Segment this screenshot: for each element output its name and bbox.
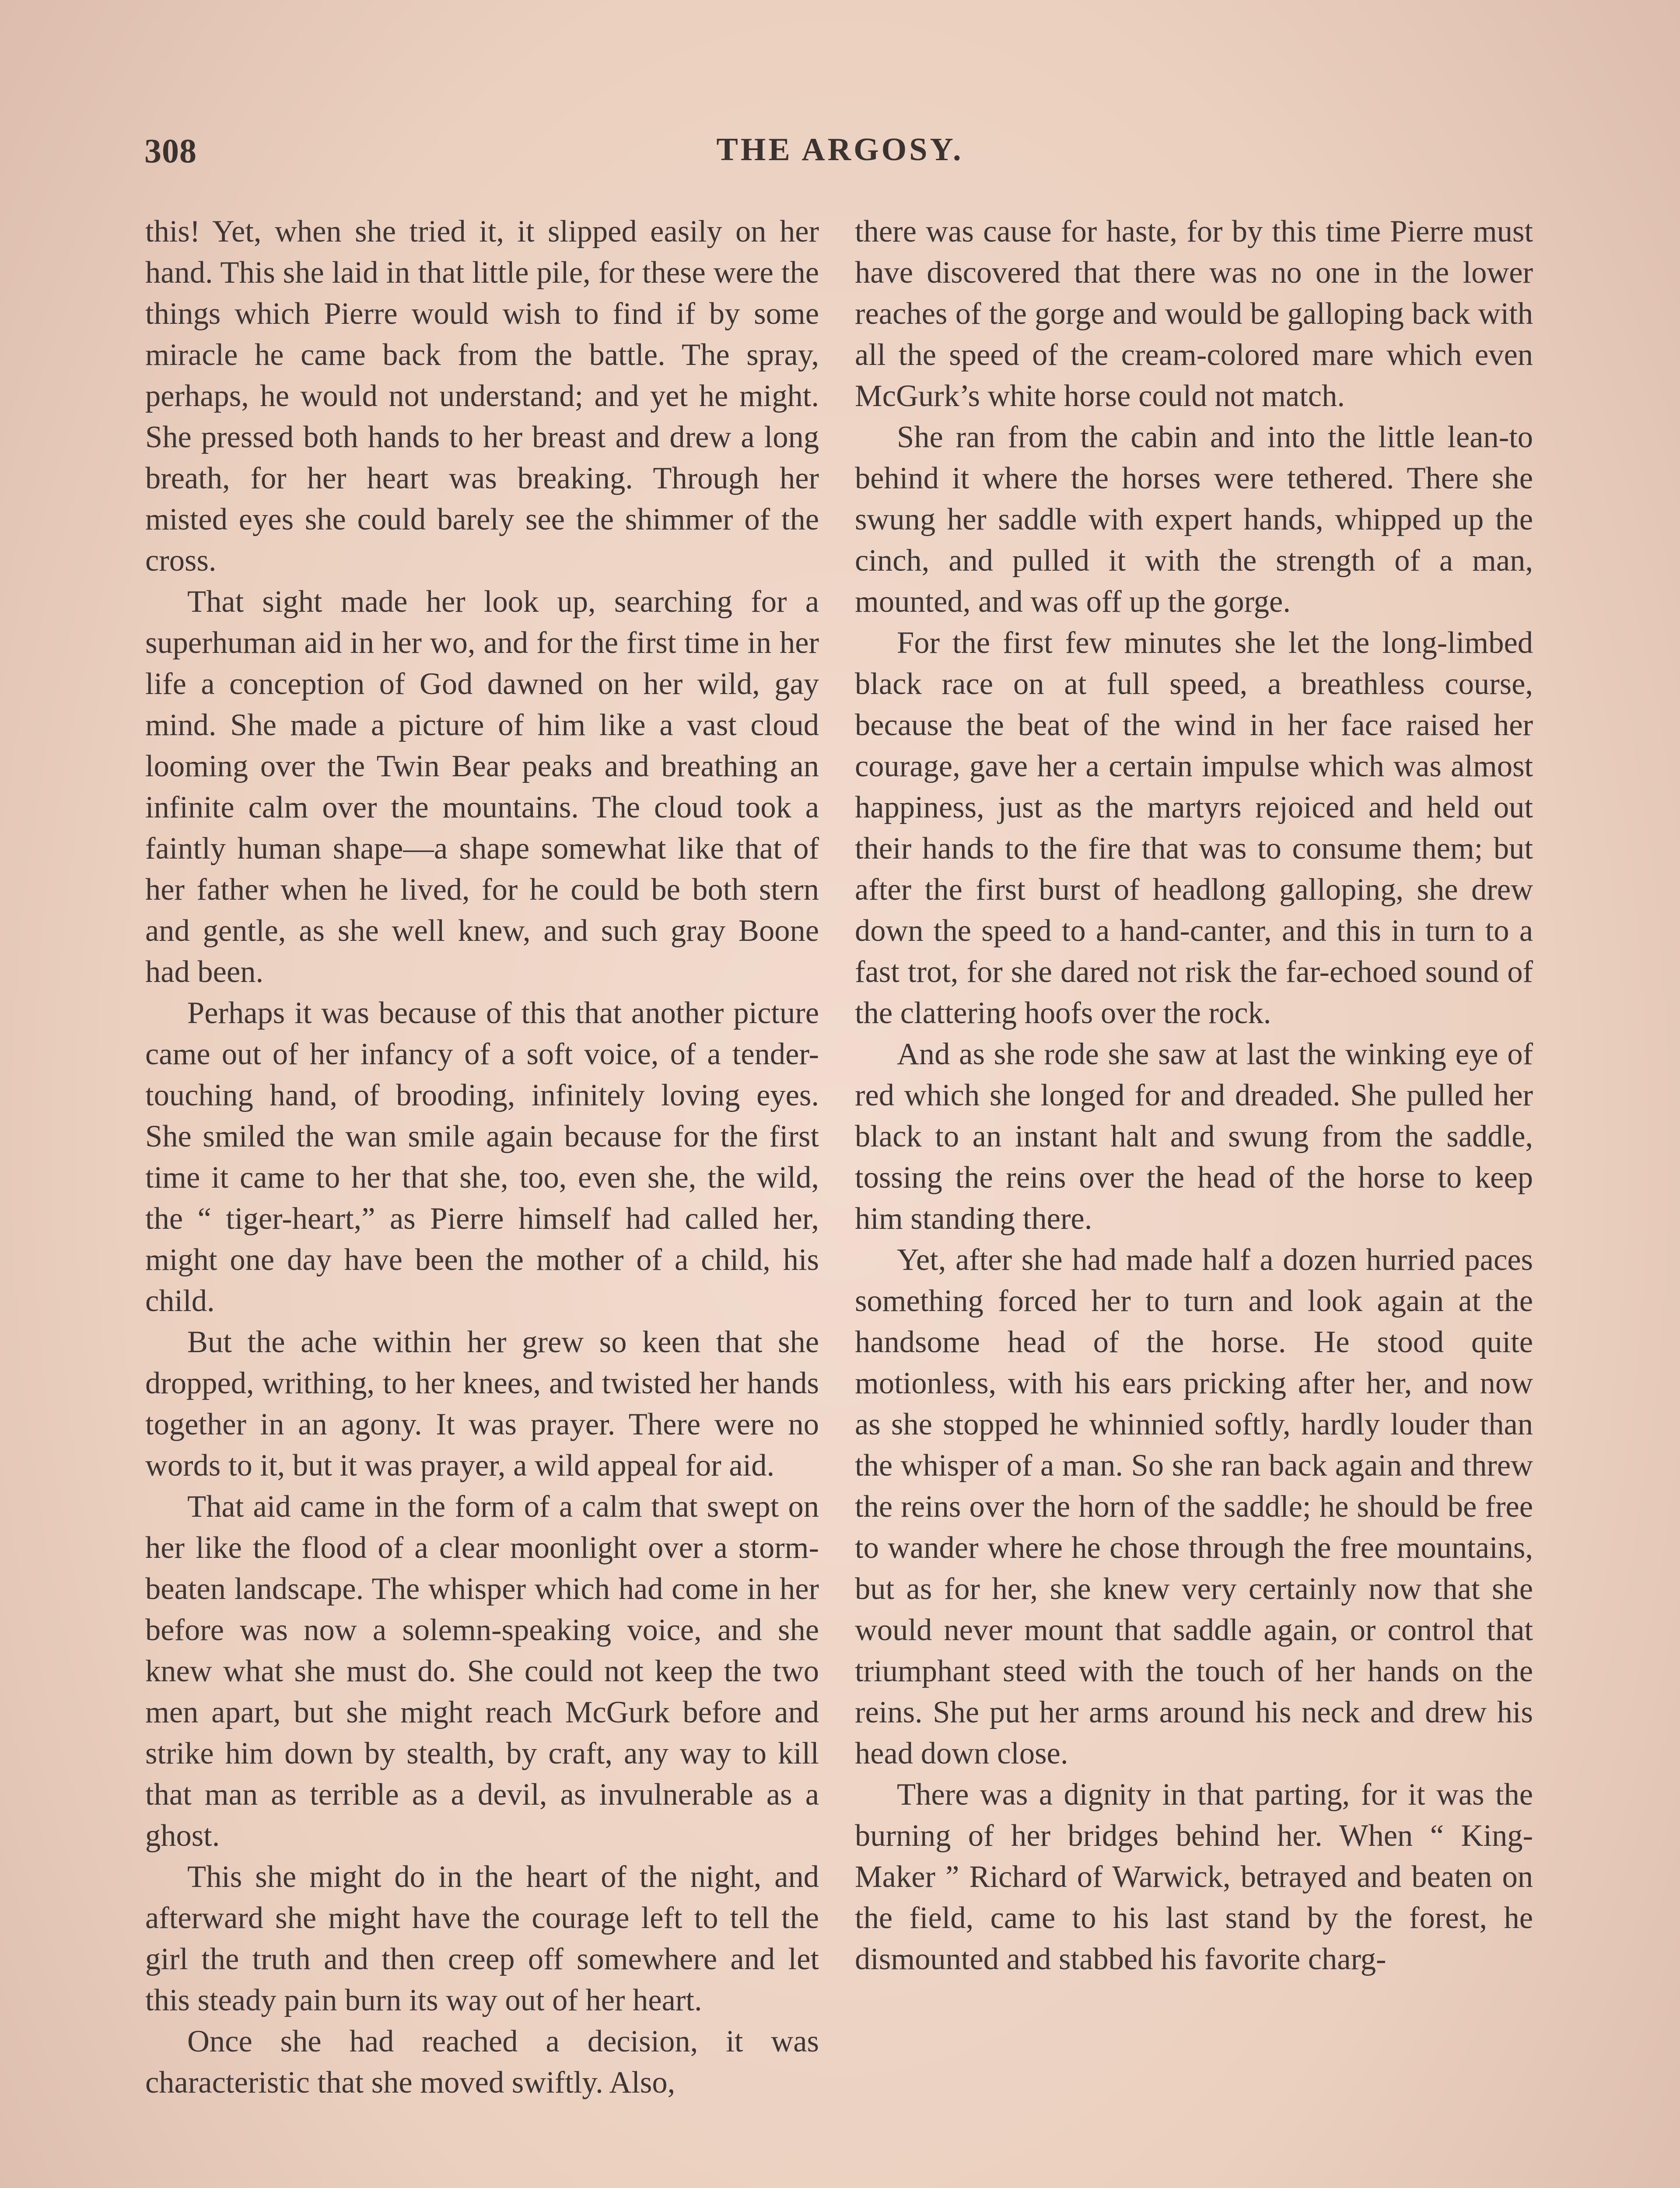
right-paragraph-5: Yet, after she had made half a dozen hurried paces something forced her to turn and look again at the handsome head of the horse. He stood quite motionless, with his ears pricking after her, and now as she stopped he whinnied softly, hardly louder than the whisper of a man. So she ran back again and threw the reins over the horn of the saddle; he should be free to wander where he chose through the free mountains, but as for her, she knew very certainly now that she would never mount that saddle again, or control that triumphant steed with the touch of her hands on the reins. She put her arms around his neck and drew his head down close. bbox=[855, 1243, 1533, 1771]
left-column bbox=[145, 211, 819, 2103]
right-paragraph-3: For the first few minutes she let the long-limbed black race on at full speed, a breathless course, because the beat of the wind in her face raised her courage, gave her a certain impulse which was almost happiness, just as the martyrs rejoiced and held out their hands to the fire that was to consume them; but after the first burst of headlong galloping, she drew down the speed to a hand-canter, and this in turn to a fast trot, for she dared not risk the far-echoed sound of the clattering hoofs over the rock. bbox=[855, 626, 1533, 1030]
page-number: 308 bbox=[144, 132, 197, 170]
right-paragraph-6: There was a dignity in that parting, for it was the burning of her bridges behind her. When “ King-Maker ” Richard of Warwick, betrayed and beaten on the field, came to his last stand by the forest, he dismounted and stabbed his favorite charg- bbox=[855, 1778, 1533, 1976]
right-paragraph-1: there was cause for haste, for by this time Pierre must have discovered that there was no one in the lower reaches of the gorge and would be galloping back with all the speed of the cream-colored mare which even McGurk’s white horse could not match. bbox=[855, 214, 1533, 413]
left-paragraph-2: That sight made her look up, searching for a superhuman aid in her wo, and for the first time in her life a conception of God dawned on her wild, gay mind. She made a picture of him like a vast cloud looming over the Twin Bear peaks and breathing an infinite calm over the mountains. The cloud took a faintly human shape—a shape somewhat like that of her father when he lived, for he could be both stern and gentle, as she well knew, and such gray Boone had been. bbox=[145, 585, 819, 989]
left-paragraph-1: this! Yet, when she tried it, it slipped easily on her hand. This she laid in that little pile, for these were the things which Pierre would wish to find if by some miracle he came back from the battle. The spray, perhaps, he would not understand; and yet he might. She pressed both hands to her breast and drew a long breath, for her heart was breaking. Through her misted eyes she could barely see the shimmer of the cross. bbox=[145, 214, 819, 578]
running-head: THE ARGOSY. bbox=[716, 132, 964, 168]
left-paragraph-4: But the ache within her grew so keen that she dropped, writhing, to her knees, and twisted her hands together in an agony. It was prayer. There were no words to it, but it was prayer, a wild appeal for aid. bbox=[145, 1325, 819, 1483]
right-paragraph-4: And as she rode she saw at last the winking eye of red which she longed for and dreaded. She pulled her black to an instant halt and swung from the saddle, tossing the reins over the head of the horse to keep him standing there. bbox=[855, 1037, 1533, 1236]
left-paragraph-3: Perhaps it was because of this that another picture came out of her infancy of a soft voice, of a tender-touching hand, of brooding, infinitely loving eyes. She smiled the wan smile again because for the first time it came to her that she, too, even she, the wild, the “ tiger-heart,” as Pierre himself had called her, might one day have been the mother of a child, his child. bbox=[145, 996, 819, 1318]
left-paragraph-7: Once she had reached a decision, it was characteristic that she moved swiftly. Also, bbox=[145, 2024, 819, 2100]
right-paragraph-2: She ran from the cabin and into the little lean-to behind it where the horses were tethered. There she swung her saddle with expert hands, whipped up the cinch, and pulled it with the strength of a man, mounted, and was off up the gorge. bbox=[855, 420, 1533, 619]
left-paragraph-5: That aid came in the form of a calm that swept on her like the flood of a clear moonlight over a storm-beaten landscape. The whisper which had come in her before was now a solemn-speaking voice, and she knew what she must do. She could not keep the two men apart, but she might reach McGurk before and strike him down by stealth, by craft, any way to kill that man as terrible as a devil, as invulnerable as a ghost. bbox=[145, 1490, 819, 1853]
right-column bbox=[855, 211, 1533, 1980]
left-paragraph-6: This she might do in the heart of the night, and afterward she might have the courage left to tell the girl the truth and then creep off somewhere and let this steady pain burn its way out of her heart. bbox=[145, 1860, 819, 2017]
